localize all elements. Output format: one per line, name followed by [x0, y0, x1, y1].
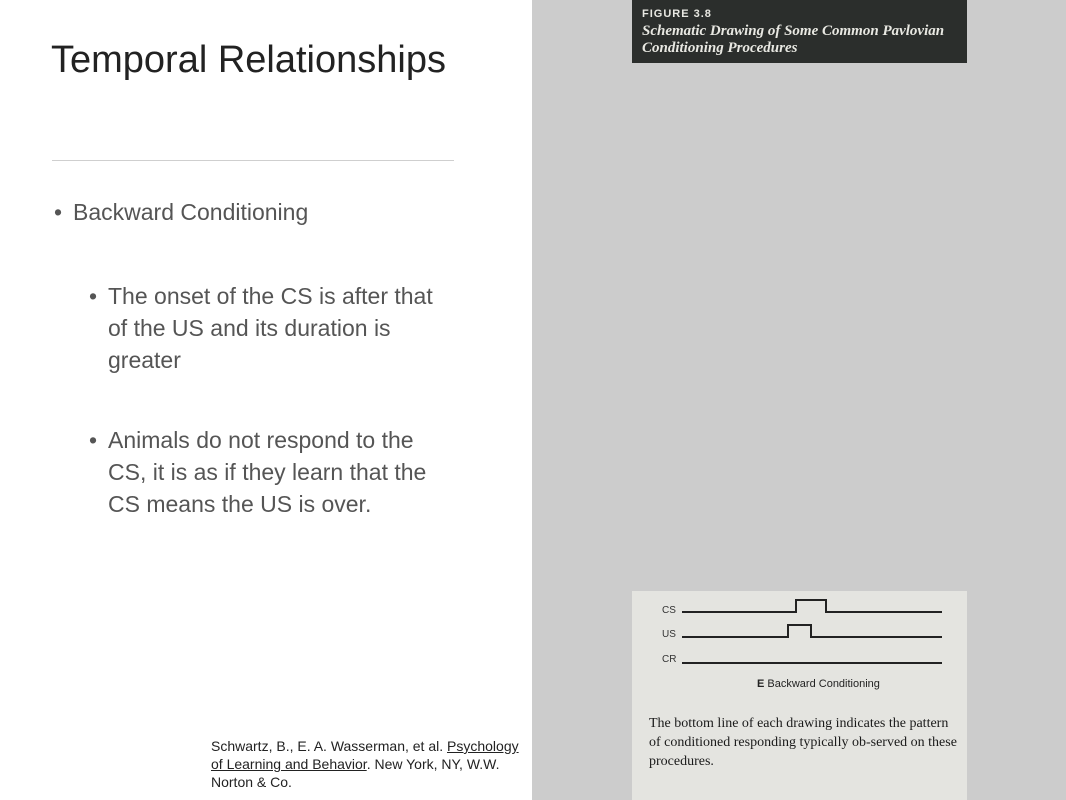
- figure-caption: Schematic Drawing of Some Common Pavlovian Conditioning Procedures: [642, 23, 945, 56]
- figure-number: FIGURE 3.8: [642, 8, 712, 20]
- figure-note: The bottom line of each drawing indicates the pattern of conditioned responding typically ob-served on these procedures.: [649, 716, 957, 769]
- citation-authors: Schwartz, B., E. A. Wasserman, et al.: [211, 738, 444, 754]
- diagram-panel-label: [757, 678, 880, 690]
- bullet-text: The onset of the CS is after that of the US and its duration is greater: [108, 283, 433, 373]
- slide-content-panel: [0, 0, 532, 800]
- bullet-backward-conditioning: [54, 196, 453, 228]
- title-divider: [52, 160, 454, 161]
- slide-title: Temporal Relationships: [51, 39, 446, 81]
- us-signal-line: [682, 625, 942, 637]
- cs-label: CS: [662, 605, 676, 616]
- bullet-marker: •: [89, 427, 98, 453]
- panel-name: Backward Conditioning: [764, 678, 880, 690]
- bullet-text: Backward Conditioning: [73, 199, 309, 225]
- bullet-marker: •: [54, 199, 63, 225]
- cs-signal-line: [682, 600, 942, 612]
- us-label: US: [662, 629, 676, 640]
- figure-diagram-image: [632, 591, 967, 800]
- bullet-marker: •: [89, 283, 98, 309]
- citation-publisher: . New York, NY, W.W. Norton & Co.: [211, 756, 500, 790]
- citation-book-link[interactable]: Psychology of Learning and Behavior: [211, 738, 519, 772]
- figure-header-image: [632, 0, 967, 63]
- sub-bullet-animals-response: [89, 424, 453, 520]
- panel-letter: E: [757, 678, 765, 690]
- citation: [211, 737, 523, 791]
- cr-label: CR: [662, 654, 677, 665]
- sub-bullet-cs-onset: [89, 280, 453, 376]
- bullet-text: Animals do not respond to the CS, it is as if they learn that the CS means the US is over.: [108, 427, 427, 517]
